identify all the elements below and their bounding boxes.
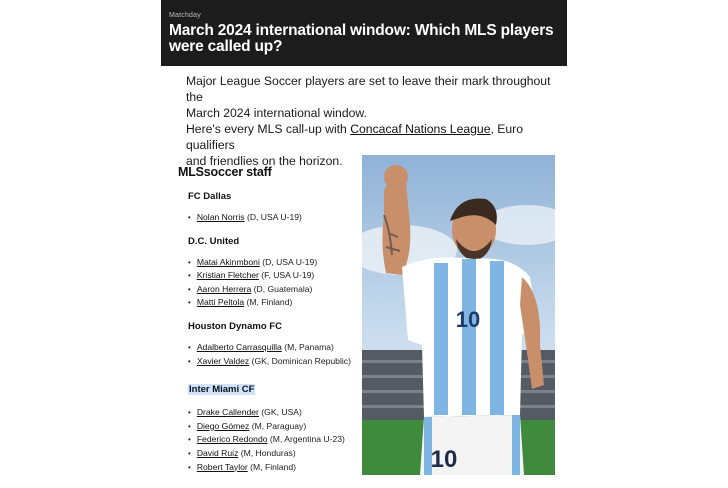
player-photo <box>362 155 555 475</box>
player-name-link[interactable]: Drake Callender <box>196 407 259 418</box>
club-heading: D.C. United <box>188 235 240 247</box>
author-byline: MLSsoccer staff <box>178 165 272 179</box>
player-name-link[interactable]: Matti Peltola <box>196 297 245 308</box>
player-list-item <box>188 341 358 355</box>
player-list-item <box>188 420 358 434</box>
headline-line-2: were called up? <box>169 38 283 55</box>
player-list-item <box>188 355 358 369</box>
player-name-link[interactable]: Kristian Fletcher <box>196 270 259 281</box>
player-position-country: (D, USA U-19) <box>259 256 318 267</box>
player-position-country: (GK, Dominican Republic) <box>249 355 351 366</box>
category-kicker[interactable]: Matchday <box>169 12 201 19</box>
player-name-link[interactable]: Matai Akinmboni <box>196 256 260 267</box>
player-list-item <box>188 406 358 420</box>
player-list-item <box>188 283 358 297</box>
player-position-country: (M, Honduras) <box>238 447 296 458</box>
club-heading: FC Dallas <box>188 191 232 202</box>
player-list <box>188 341 358 368</box>
intro-p2-post: , Euro qualifiers <box>186 122 524 152</box>
player-list-item <box>188 296 358 310</box>
player-list-item <box>188 447 358 461</box>
player-list-item <box>188 269 358 283</box>
player-position-country: (D, USA U-19) <box>244 212 302 222</box>
player-position-country: (M, Finland) <box>247 461 296 472</box>
jersey-shorts-number: 10 <box>430 446 458 473</box>
player-photo-illustration <box>362 155 555 475</box>
article-header <box>161 0 567 66</box>
player-name-link[interactable]: Adalberto Carrasquilla <box>196 341 282 352</box>
player-position-country: (F, USA U-19) <box>258 270 315 281</box>
player-name-link[interactable]: Aaron Herrera <box>196 283 252 294</box>
player-name-link[interactable]: Xavier Valdez <box>196 355 250 366</box>
intro-paragraph-1 <box>186 73 566 121</box>
player-position-country: (M, Finland) <box>244 297 293 308</box>
call-up-list <box>178 165 358 485</box>
player-list <box>188 211 358 225</box>
club-heading: Inter Miami CF <box>189 384 255 396</box>
player-list-item <box>188 256 358 270</box>
intro-p1-line-2: March 2024 international window. <box>186 106 367 120</box>
intro-p2-pre: Here's every MLS call-up with <box>186 122 351 136</box>
player-name-link[interactable]: David Ruiz <box>196 447 239 458</box>
player-list-item <box>188 211 358 225</box>
player-list <box>188 256 358 310</box>
intro-p1-line-1: Major League Soccer players are set to leave their mark throughout the <box>186 74 551 104</box>
club-heading: Houston Dynamo FC <box>188 320 282 332</box>
player-position-country: (M, Panama) <box>281 341 334 352</box>
concacaf-nations-league-link[interactable]: Concacaf Nations League <box>350 122 491 136</box>
article-headline <box>169 23 557 55</box>
intro-p2-line-1 <box>186 121 566 153</box>
player-position-country: (M, Paraguay) <box>249 420 307 431</box>
player-name-link[interactable]: Nolan Norris <box>196 212 245 222</box>
headline-line-1: March 2024 international window: Which MLS players <box>169 22 554 39</box>
player-name-link[interactable]: Federico Redondo <box>196 434 268 445</box>
player-list <box>188 406 358 474</box>
player-list-item <box>188 433 358 447</box>
jersey-chest-number: 10 <box>455 307 481 332</box>
player-list-item <box>188 461 358 475</box>
player-name-link[interactable]: Robert Taylor <box>196 461 248 472</box>
player-position-country: (M, Argentina U-23) <box>267 434 345 445</box>
player-name-link[interactable]: Diego Gómez <box>196 420 250 431</box>
player-position-country: (GK, USA) <box>258 407 302 418</box>
intro-p2-line-2: and friendlies on the horizon. <box>186 154 343 168</box>
player-position-country: (D, Guatemala) <box>251 283 313 294</box>
